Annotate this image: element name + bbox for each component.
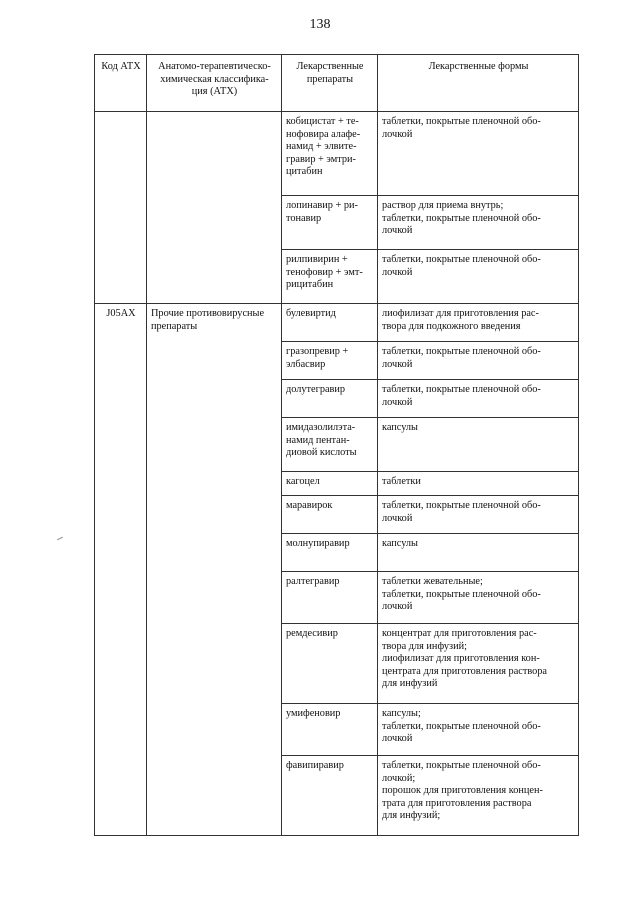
drug-cell: ралтегравир [282,572,378,624]
atx-code-cell: J05AX [95,304,147,836]
dosage-form-cell: раствор для приема внутрь; таблетки, покрытые пленочной обо- лочкой [378,196,579,250]
header-atx-code: Код АТХ [95,55,147,112]
drug-cell: кобицистат + те- нофовира алафе- намид + элвите- гравир + эмтри- цитабин [282,112,378,196]
atx-group-cell: Прочие противовирусные препараты [147,304,282,836]
dosage-form-cell: капсулы; таблетки, покрытые пленочной обо- лочкой [378,704,579,756]
dosage-form-cell: лиофилизат для приготовления рас- твора для подкожного введения [378,304,579,342]
dosage-form-cell: таблетки, покрытые пленочной обо- лочкой [378,342,579,380]
dosage-form-cell: капсулы [378,534,579,572]
dosage-form-cell: таблетки, покрытые пленочной обо- лочкой [378,496,579,534]
dosage-form-cell: таблетки, покрытые пленочной обо- лочкой; порошок для приготовления концен- трата для приготовления раствора для инфузий; [378,756,579,836]
page-number: 138 [309,17,331,32]
header-dosage-forms: Лекарственные формы [378,55,579,112]
atx-code-cell [95,112,147,304]
dosage-form-cell: таблетки, покрытые пленочной обо- лочкой [378,250,579,304]
header-atx-classification: Анатомо-терапевтическо- химическая классифика- ция (АТХ) [147,55,282,112]
table-row [95,304,579,342]
header-drugs: Лекарственные препараты [282,55,378,112]
drug-cell: рилпивирин + тенофовир + эмт- рицитабин [282,250,378,304]
scan-artifact [57,537,63,540]
dosage-form-cell: таблетки, покрытые пленочной обо- лочкой [378,380,579,418]
atx-drug-table [94,54,579,836]
dosage-form-cell: таблетки жевательные; таблетки, покрытые пленочной обо- лочкой [378,572,579,624]
drug-cell: молнупиравир [282,534,378,572]
table-row [95,112,579,196]
drug-cell: гразопревир + элбасвир [282,342,378,380]
drug-cell: булевиртид [282,304,378,342]
atx-group-cell [147,112,282,304]
dosage-form-cell: таблетки [378,472,579,496]
drug-cell: ремдесивир [282,624,378,704]
drug-cell: кагоцел [282,472,378,496]
dosage-form-cell: капсулы [378,418,579,472]
dosage-form-cell: концентрат для приготовления рас- твора для инфузий; лиофилизат для приготовления кон- центрата для приготовления раствора для инфузий [378,624,579,704]
table-header-row [95,55,579,112]
drug-cell: маравирок [282,496,378,534]
drug-cell: лопинавир + ри- тонавир [282,196,378,250]
drug-cell: умифеновир [282,704,378,756]
dosage-form-cell: таблетки, покрытые пленочной обо- лочкой [378,112,579,196]
drug-cell: долутегравир [282,380,378,418]
drug-cell: имидазолилэта- намид пентан- диовой кислоты [282,418,378,472]
drug-cell: фавипиравир [282,756,378,836]
